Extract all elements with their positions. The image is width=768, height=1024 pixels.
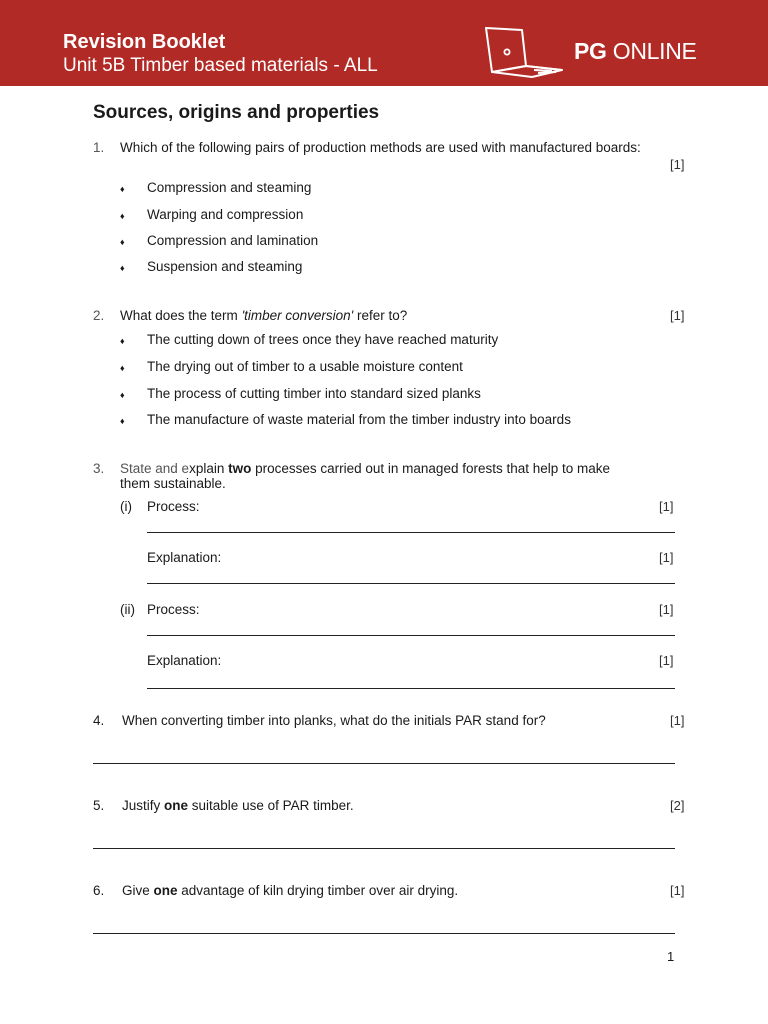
bullet-icon: ♦ — [120, 336, 125, 346]
q4-number: 4. — [93, 713, 105, 728]
answer-line — [147, 688, 675, 689]
q3-part-label: (i) — [120, 499, 132, 514]
q6-text-post: advantage of kiln drying timber over air drying. — [177, 883, 459, 898]
q3-text-line2: them sustainable. — [120, 476, 226, 491]
pg-online-logo — [574, 38, 697, 64]
q3-process-marks: [1] — [659, 499, 674, 514]
q3-text-pre1: State and e — [120, 461, 190, 476]
q5-text — [122, 798, 354, 814]
bullet-icon: ♦ — [120, 390, 125, 400]
bullet-icon: ♦ — [120, 363, 125, 373]
answer-line — [93, 848, 675, 849]
q5-marks: [2] — [670, 798, 685, 813]
q6-bold: one — [153, 883, 178, 898]
page-header — [0, 0, 768, 86]
q1-option: Suspension and steaming — [147, 259, 303, 274]
section-title: Sources, origins and properties — [93, 102, 380, 123]
q5-bold: one — [164, 798, 189, 813]
answer-line — [147, 635, 675, 636]
bullet-icon: ♦ — [120, 237, 125, 247]
answer-line — [147, 532, 675, 533]
q2-text-pre: What does the term — [120, 308, 242, 323]
q1-option: Compression and steaming — [147, 180, 312, 195]
q2-option: The manufacture of waste material from the timber industry into boards — [147, 412, 571, 427]
q6-text-pre: Give — [122, 883, 154, 898]
q1-option: Warping and compression — [147, 207, 304, 222]
q4-text: When converting timber into planks, what do the initials PAR stand for? — [122, 713, 546, 728]
q3-text-pre2: xplain — [189, 461, 229, 476]
q5-text-pre: Justify — [122, 798, 165, 813]
bullet-icon: ♦ — [120, 211, 125, 221]
q2-option: The drying out of timber to a usable moisture content — [147, 359, 463, 374]
q3-text-post: processes carried out in managed forests that help to make — [251, 461, 611, 476]
q1-option: Compression and lamination — [147, 233, 319, 248]
q1-marks: [1] — [670, 157, 685, 172]
q3-explanation-marks: [1] — [659, 550, 674, 565]
q6-number: 6. — [93, 883, 105, 898]
q2-text-post: refer to? — [353, 308, 408, 323]
answer-line — [93, 763, 675, 764]
q3-explanation-label: Explanation: — [147, 653, 222, 668]
q2-option: The process of cutting timber into standard sized planks — [147, 386, 481, 401]
q5-text-post: suitable use of PAR timber. — [188, 798, 354, 813]
q2-text — [120, 308, 407, 324]
q5-number: 5. — [93, 798, 105, 813]
q2-term: 'timber conversion' — [241, 308, 354, 323]
laptop-logo-icon — [482, 26, 566, 78]
q3-process-label: Process: — [147, 499, 200, 514]
bullet-icon: ♦ — [120, 184, 125, 194]
answer-line — [147, 583, 675, 584]
page-number: 1 — [667, 949, 675, 964]
answer-line — [93, 933, 675, 934]
q6-marks: [1] — [670, 883, 685, 898]
logo-light-text: ONLINE — [612, 38, 697, 64]
q3-process-label: Process: — [147, 602, 200, 617]
unit-subtitle: Unit 5B Timber based materials - ALL — [63, 55, 378, 76]
bullet-icon: ♦ — [120, 416, 125, 426]
q3-process-marks: [1] — [659, 602, 674, 617]
booklet-title: Revision Booklet — [63, 31, 226, 53]
bullet-icon: ♦ — [120, 263, 125, 273]
q3-part-label: (ii) — [120, 602, 135, 617]
q1-number: 1. — [93, 140, 105, 155]
q4-marks: [1] — [670, 713, 685, 728]
q1-text: Which of the following pairs of production methods are used with manufactured boards: — [120, 140, 641, 155]
q2-marks: [1] — [670, 308, 685, 323]
q3-bold: two — [228, 461, 252, 476]
q2-number: 2. — [93, 308, 105, 323]
q3-number: 3. — [93, 461, 105, 476]
q2-option: The cutting down of trees once they have reached maturity — [147, 332, 499, 347]
q6-text — [122, 883, 458, 899]
q3-explanation-marks: [1] — [659, 653, 674, 668]
q3-text — [120, 461, 610, 477]
q3-explanation-label: Explanation: — [147, 550, 222, 565]
logo-bold-text: PG — [574, 38, 607, 64]
